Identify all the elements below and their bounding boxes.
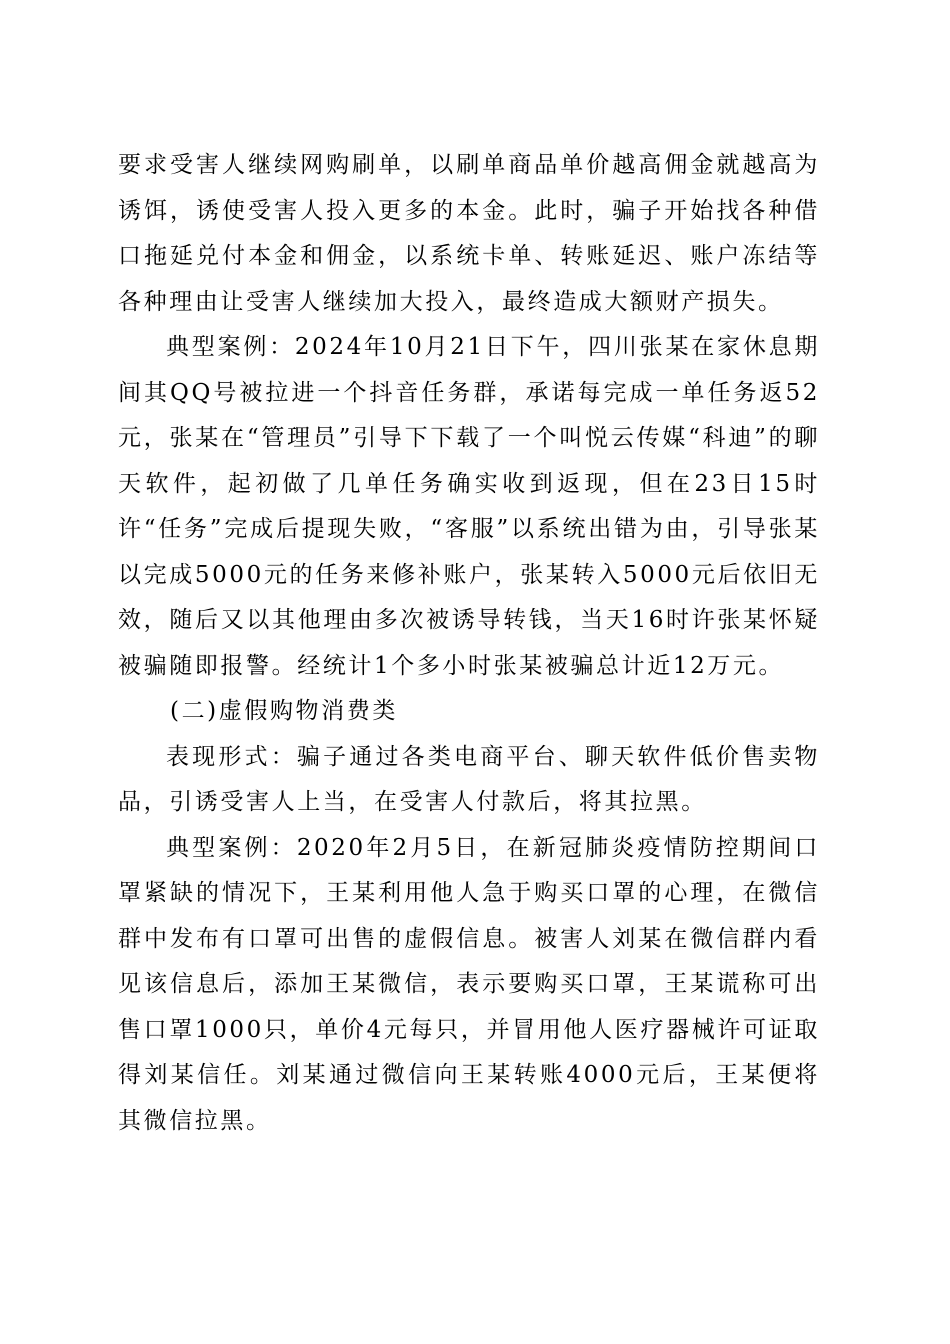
paragraph-case-example-1: 典型案例：2024年10月21日下午，四川张某在家休息期间其QQ号被拉进一个抖音任务群，承诺每完成一单任务返52元，张某在“管理员”引导下下载了一个叫悦云传媒“科迪”的聊天软件，起初做了几单任务确实收到返现，但在23日15时许“任务”完成后提现失败，“客服”以系统出错为由，引导张某以完成5000元的任务来修补账户，张某转入5000元后依旧无效，随后又以其他理由多次被诱导转钱，当天16时许张某怀疑被骗随即报警。经统计1个多小时张某被骗总计近12万元。: [118, 334, 820, 679]
document-page: [118, 143, 820, 1144]
paragraph-continuation: 要求受害人继续网购刷单，以刷单商品单价越高佣金就越高为诱饵，诱使受害人投入更多的本金。此时，骗子开始找各种借口拖延兑付本金和佣金，以系统卡单、转账延迟、账户冻结等各种理由让受害人继续加大投入，最终造成大额财产损失。: [118, 152, 820, 315]
section-heading: (二)虚假购物消费类: [170, 698, 398, 724]
paragraph-case-example-2: 典型案例：2020年2月5日，在新冠肺炎疫情防控期间口罩紧缺的情况下，王某利用他人急于购买口罩的心理，在微信群中发布有口罩可出售的虚假信息。被害人刘某在微信群内看见该信息后，添加王某微信，表示要购买口罩，王某谎称可出售口罩1000只，单价4元每只，并冒用他人医疗器械许可证取得刘某信任。刘某通过微信向王某转账4000元后，王某便将其微信拉黑。: [118, 834, 820, 1134]
paragraph-form-description: 表现形式：骗子通过各类电商平台、聊天软件低价售卖物品，引诱受害人上当，在受害人付款后，将其拉黑。: [118, 743, 820, 815]
